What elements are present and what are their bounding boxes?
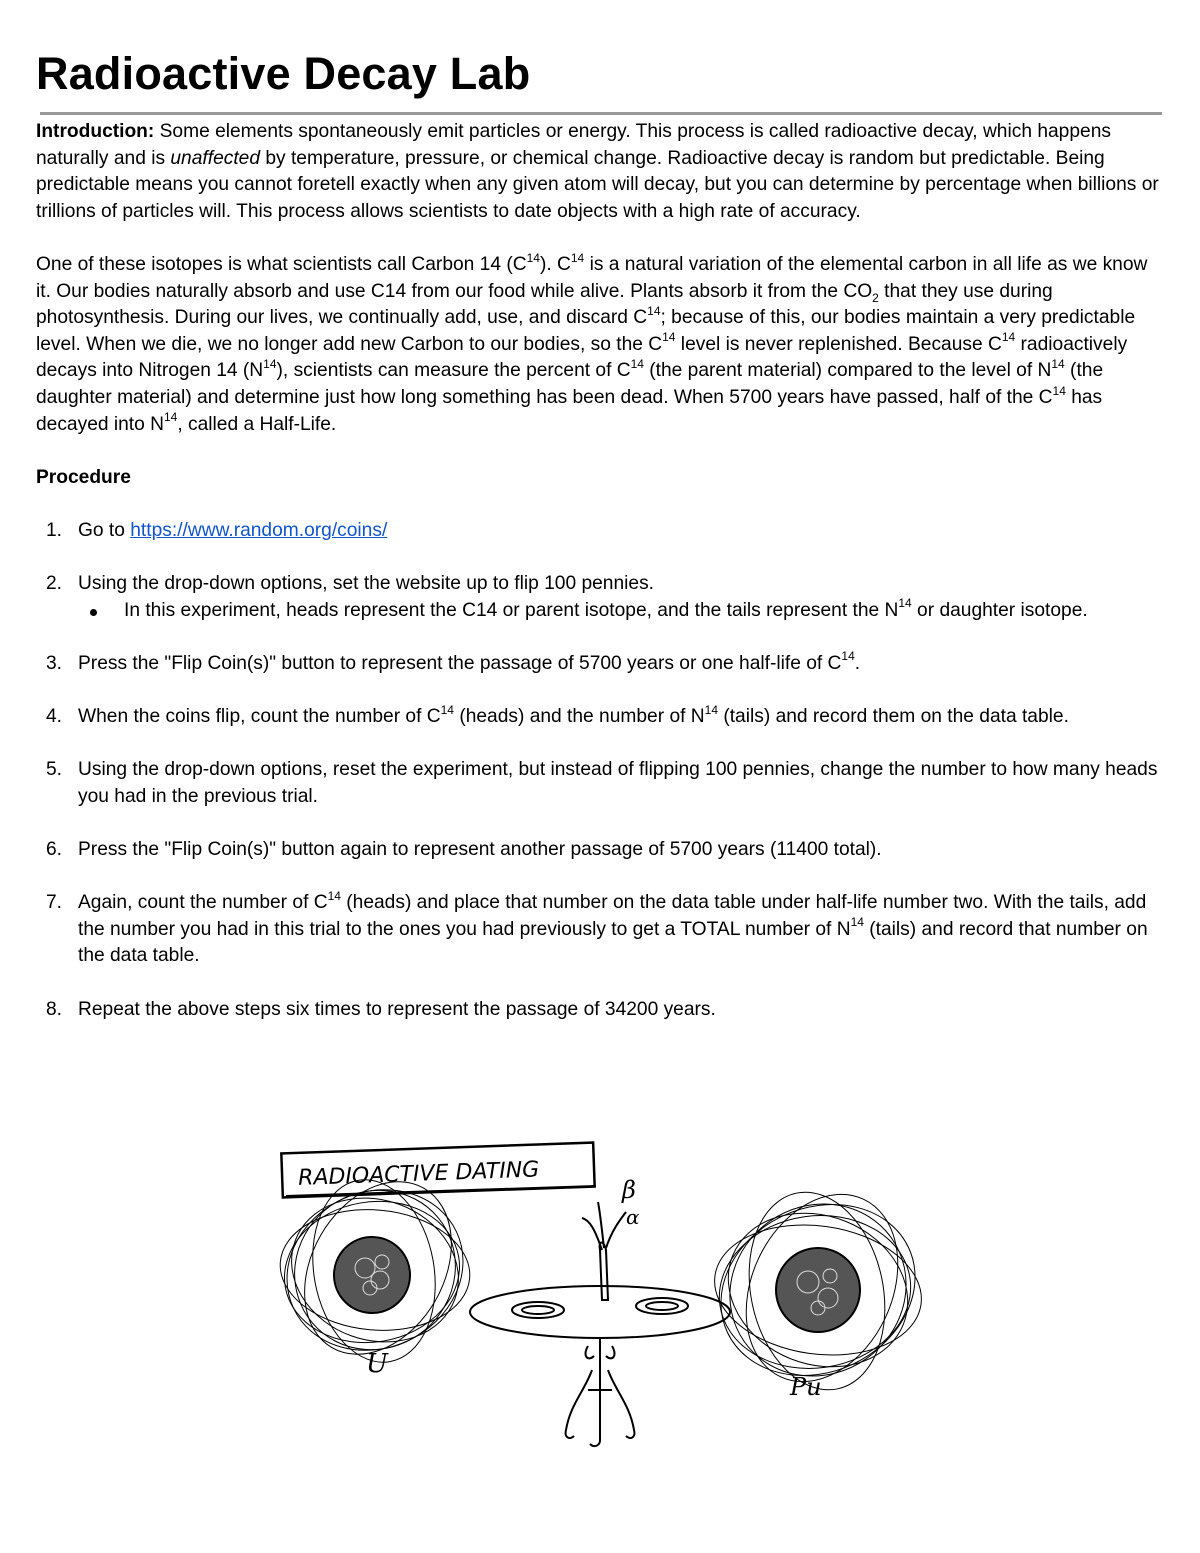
step-5: 5. Using the drop-down options, reset the experiment, but instead of flipping 100 pennies, change the number to how many heads you had in the previous trial. bbox=[46, 759, 1158, 807]
step-6: 6. Press the "Flip Coin(s)" button again to represent another passage of 5700 years (11400 total). bbox=[46, 839, 882, 861]
step-3: 3. Press the "Flip Coin(s)" button to represent the passage of 5700 years or one half-life of $C^{14}$. bbox=[46, 649, 861, 674]
step-1: 1. Go to https://www.random.org/coins/ bbox=[46, 519, 388, 541]
procedure-heading: Procedure bbox=[36, 466, 131, 488]
step-2-bullets bbox=[78, 598, 1166, 625]
step-4: 4. When the coins flip, count the number of $C^{14}$ (heads) and the number of $N^{14}$ (tails) and record them on the data table. bbox=[46, 702, 1069, 728]
random-org-link[interactable]: https://www.random.org/coins/ bbox=[130, 519, 388, 541]
title-divider bbox=[40, 112, 1162, 115]
alpha-label: α bbox=[626, 1205, 640, 1229]
cafe-table bbox=[470, 1286, 730, 1446]
intro-text: by temperature, pressure, or chemical change. Radioactive decay is random but predictable. Being predictable means you cannot foretell exactly when any given atom will decay, but you can determine by percentage when billions or trillions of particles will. This process allows scientists to date objects with a high rate of accuracy. bbox=[36, 147, 1159, 222]
step-2: 2. Using the drop-down options, set the website up to flip 100 pennies. In this experiment, heads represent the C14 or parent isotope, and the tails represent the $N^{14}$ or daughter isotope. bbox=[36, 571, 1166, 624]
radioactive-dating-illustration bbox=[270, 1140, 930, 1450]
introduction-label: Introduction: bbox=[36, 121, 155, 142]
step-8: 8. Repeat the above steps six times to represent the passage of 34200 years. bbox=[46, 998, 716, 1020]
uranium-label: U bbox=[366, 1349, 388, 1379]
intro-text: Some elements spontaneously emit particles or energy. This process is called radioactive decay, which happens naturally and is bbox=[36, 121, 1111, 169]
page-title: Radioactive Decay Lab bbox=[36, 48, 531, 99]
bullet-item: In this experiment, heads represent the C14 or parent isotope, and the tails represent the $N^{14}$ or daughter isotope. bbox=[78, 598, 1166, 625]
introduction-paragraph bbox=[36, 119, 1166, 225]
beta-label: β bbox=[622, 1176, 636, 1204]
procedure-steps bbox=[36, 518, 1166, 1023]
step-7: 7. Again, count the number of $C^{14}$ (heads) and place that number on the data table under half-life number two. With the tails, add the number you had in this trial to the ones you had previously to get a TOTAL number of $N^{14}$ (tails) and record that number on the data table. bbox=[46, 888, 1148, 967]
sign-text: RADIOACTIVE DATING bbox=[297, 1157, 540, 1191]
bullet-icon bbox=[90, 609, 97, 616]
plutonium-label: Pu bbox=[790, 1373, 822, 1401]
document-page bbox=[36, 40, 1166, 1050]
sign-box bbox=[281, 1143, 596, 1198]
carbon-14-paragraph: One of these isotopes is what scientists call Carbon 14 $(C^{14})$. $C^{14}$ is a natural variation of the elemental carbon in all life as we know it. Our bodies naturally absorb and use C14 from our food while alive. Plants absorb it from the $CO_2$ that they use during photosynthesis. During our lives, we continually add, use, and discard $C^{14}$; because of this, our bodies maintain a very predictable level. When we die, we no longer add new Carbon to our bodies, so the $C^{14}$ level is never replenished. Because $C^{14}$ radioactively decays into Nitrogen 14 $(N^{14})$, scientists can measure the percent of $C^{14}$ (the parent material) compared to the level of $N^{14}$ (the daughter material) and determine just how long something has been dead. When 5700 years have passed, half of the $C^{14}$ has decayed into $N^{14}$, called a Half-Life. bbox=[36, 250, 1148, 435]
emphasis-unaffected: unaffected bbox=[170, 147, 261, 169]
